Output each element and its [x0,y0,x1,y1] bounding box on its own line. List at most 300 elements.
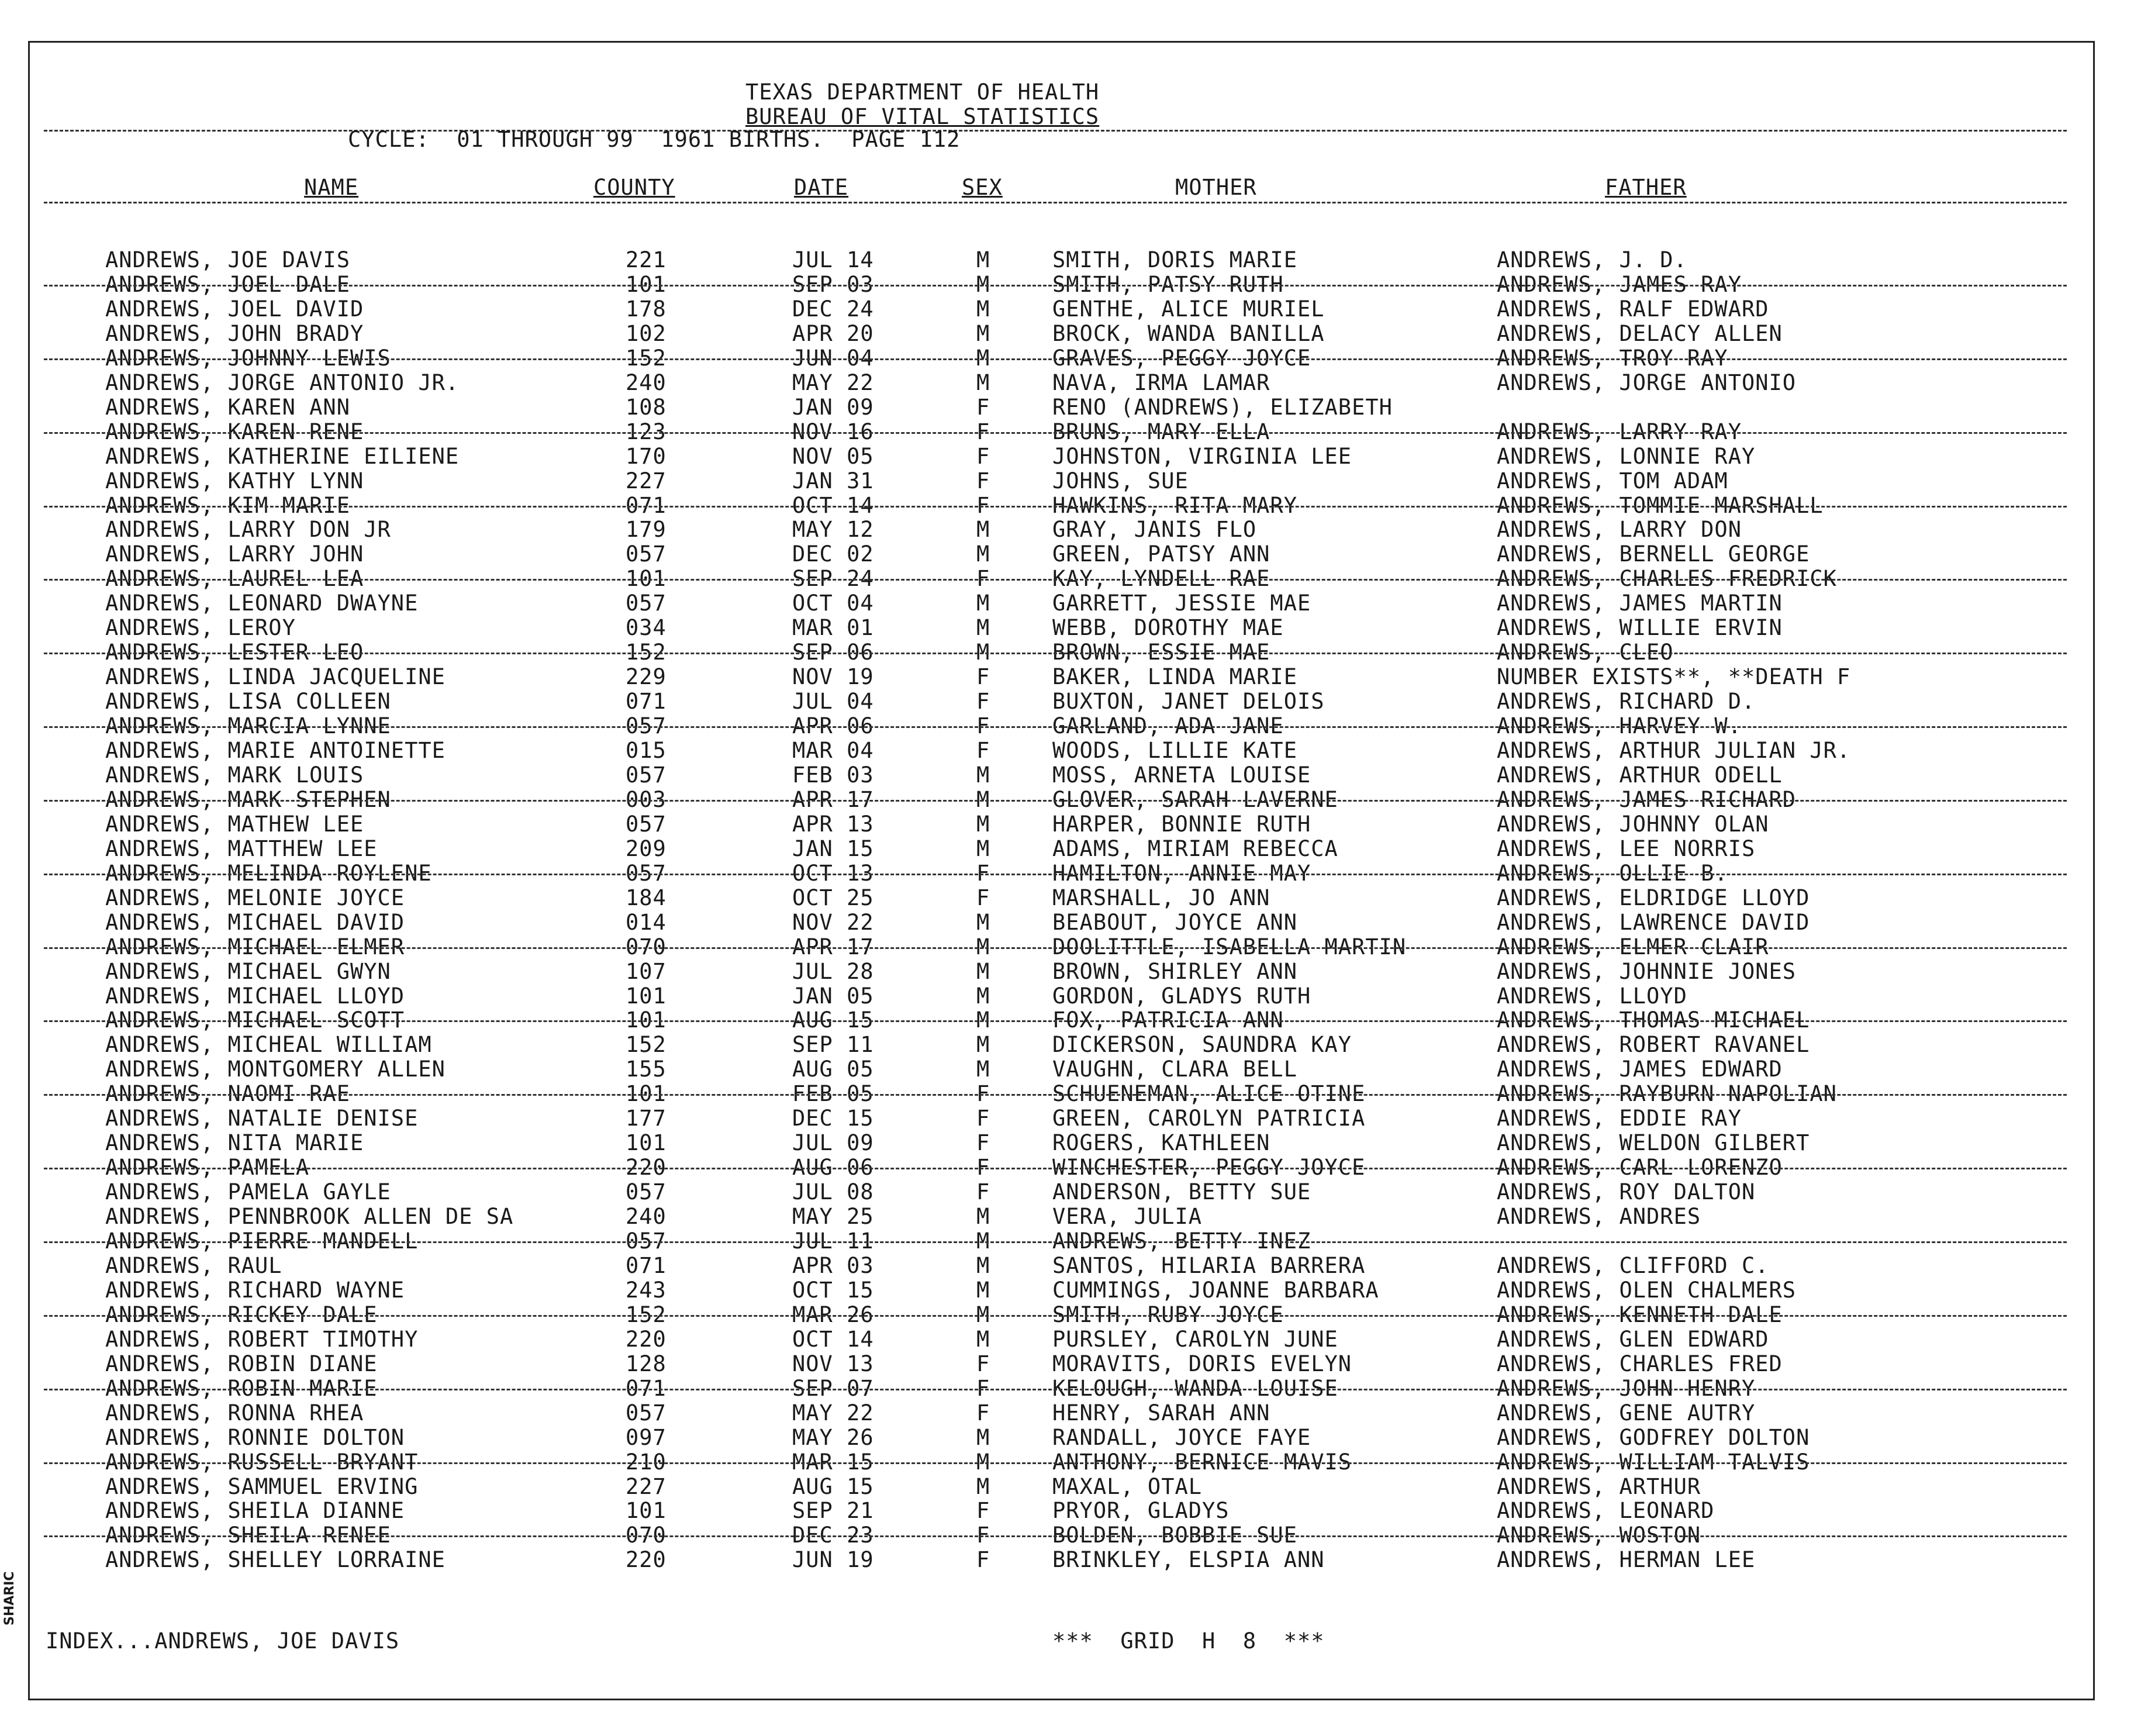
cell-sex: M [976,1252,990,1278]
cell-county: 220 [626,1547,667,1573]
cell-date: AUG 15 [792,1473,874,1499]
cell-father: ANDREWS, WILLIAM TALVIS [1497,1449,1810,1475]
cell-name: ANDREWS, KAREN RENE [105,419,364,444]
cell-name: ANDREWS, RONNA RHEA [105,1400,364,1426]
cell-sex: F [976,689,990,715]
cell-father: ANDREWS, JORGE ANTONIO [1497,370,1797,395]
cell-county: 102 [626,320,667,346]
cell-father: ANDREWS, OLEN CHALMERS [1497,1277,1797,1303]
cell-date: DEC 24 [792,296,874,322]
cell-county: 227 [626,1473,667,1499]
cell-father: ANDREWS, JOHN HENRY [1497,1375,1756,1401]
cell-name: ANDREWS, NITA MARIE [105,1130,364,1156]
cell-date: SEP 03 [792,271,874,297]
cell-mother: FOX, PATRICIA ANN [1052,1007,1284,1033]
cell-name: ANDREWS, RAUL [105,1252,282,1278]
cell-name: ANDREWS, JOEL DAVID [105,296,364,322]
cell-county: 014 [626,909,667,935]
cell-sex: F [976,1547,990,1573]
cell-sex: M [976,320,990,346]
cell-date: DEC 02 [792,541,874,567]
cell-father: ANDREWS, WELDON GILBERT [1497,1130,1810,1156]
cell-mother: GLOVER, SARAH LAVERNE [1052,786,1338,812]
cell-county: 155 [626,1057,667,1082]
cell-father: ANDREWS, TOM ADAM [1497,468,1728,493]
cell-sex: F [976,1523,990,1548]
cell-name: ANDREWS, PIERRE MANDELL [105,1228,419,1254]
cell-name: ANDREWS, JOHN BRADY [105,320,364,346]
cell-sex: M [976,247,990,272]
cell-name: ANDREWS, MICHAEL DAVID [105,909,405,935]
cell-father: ANDREWS, TOMMIE MARSHALL [1497,492,1824,518]
column-header-mother: MOTHER [1175,175,1257,200]
cell-mother: MORAVITS, DORIS EVELYN [1052,1351,1352,1376]
cell-county: 101 [626,1007,667,1033]
cell-county: 108 [626,394,667,420]
cell-date: MAR 15 [792,1449,874,1475]
cell-mother: DICKERSON, SAUNDRA KAY [1052,1032,1352,1058]
cell-mother: GARLAND, ADA JANE [1052,713,1284,739]
cell-father: ANDREWS, THOMAS MICHAEL [1497,1007,1810,1033]
cell-mother: GRAVES, PEGGY JOYCE [1052,345,1311,371]
cell-date: MAR 01 [792,615,874,641]
column-header-divider [44,202,2067,203]
cell-date: MAR 04 [792,738,874,763]
cell-mother: SMITH, RUBY JOYCE [1052,1302,1284,1327]
cell-date: JUL 14 [792,247,874,272]
cell-sex: F [976,1106,990,1131]
column-header-county: COUNTY [593,175,675,200]
row-group-divider [44,358,2067,360]
cell-county: 003 [626,786,667,812]
cell-mother: SANTOS, HILARIA BARRERA [1052,1252,1366,1278]
cell-county: 057 [626,1179,667,1205]
cell-mother: VERA, JULIA [1052,1204,1203,1230]
cell-date: JAN 09 [792,394,874,420]
cell-county: 179 [626,517,667,543]
cell-mother: GRAY, JANIS FLO [1052,517,1257,543]
cell-date: APR 03 [792,1252,874,1278]
row-group-divider [44,1241,2067,1243]
cell-date: SEP 07 [792,1375,874,1401]
cell-mother: DOOLITTLE, ISABELLA MARTIN [1052,934,1407,960]
cell-date: APR 17 [792,934,874,960]
cell-father: ANDREWS, CLEO [1497,640,1674,665]
cell-county: 071 [626,1252,667,1278]
row-group-divider [44,579,2067,581]
cell-father: ANDREWS, ARTHUR [1497,1473,1701,1499]
cell-sex: M [976,591,990,616]
cell-name: ANDREWS, MATHEW LEE [105,811,364,837]
cell-date: FEB 05 [792,1081,874,1107]
cell-father: ANDREWS, LEE NORRIS [1497,836,1756,861]
cell-name: ANDREWS, LEROY [105,615,296,641]
cell-sex: M [976,271,990,297]
cell-county: 057 [626,591,667,616]
cell-sex: M [976,836,990,861]
cell-name: ANDREWS, KATHERINE EILIENE [105,443,460,469]
cell-father: ANDREWS, WOSTON [1497,1523,1701,1548]
cell-sex: F [976,713,990,739]
cell-father: ANDREWS, RICHARD D. [1497,689,1756,715]
cell-date: OCT 25 [792,885,874,910]
footer-grid: *** GRID H 8 *** [1052,1628,1325,1654]
cell-mother: SMITH, DORIS MARIE [1052,247,1297,272]
cell-mother: BAKER, LINDA MARIE [1052,664,1297,690]
cell-date: NOV 19 [792,664,874,690]
cell-father: ANDREWS, CHARLES FREDRICK [1497,566,1837,592]
row-group-divider [44,1389,2067,1390]
cell-sex: F [976,1130,990,1156]
cell-father: ANDREWS, OLLIE B. [1497,860,1728,886]
row-group-divider [44,1462,2067,1464]
cell-sex: F [976,1400,990,1426]
cell-date: MAR 26 [792,1302,874,1327]
cell-name: ANDREWS, MARK STEPHEN [105,786,391,812]
cell-name: ANDREWS, PENNBROOK ALLEN DE SA [105,1204,514,1230]
cell-sex: M [976,762,990,788]
cell-mother: BOLDEN, BOBBIE SUE [1052,1523,1297,1548]
cell-father: ANDREWS, ARTHUR ODELL [1497,762,1783,788]
cell-father: ANDREWS, LLOYD [1497,983,1687,1009]
cell-name: ANDREWS, MICHAEL SCOTT [105,1007,405,1033]
cell-name: ANDREWS, PAMELA GAYLE [105,1179,391,1205]
cell-name: ANDREWS, RICKEY DALE [105,1302,378,1327]
cell-sex: M [976,1473,990,1499]
cell-mother: VAUGHN, CLARA BELL [1052,1057,1297,1082]
cell-sex: M [976,811,990,837]
cell-name: ANDREWS, MARK LOUIS [105,762,364,788]
cell-county: 221 [626,247,667,272]
cell-name: ANDREWS, PAMELA [105,1155,310,1181]
cell-county: 101 [626,1130,667,1156]
cell-county: 240 [626,1204,667,1230]
cell-name: ANDREWS, LARRY JOHN [105,541,364,567]
cell-father: ANDREWS, JAMES RAY [1497,271,1742,297]
cell-county: 128 [626,1351,667,1376]
cell-sex: M [976,1007,990,1033]
cell-date: JUN 19 [792,1547,874,1573]
cell-mother: MAXAL, OTAL [1052,1473,1203,1499]
column-header-sex: SEX [962,175,1003,200]
cell-name: ANDREWS, SHEILA DIANNE [105,1498,405,1524]
cell-mother: BUXTON, JANET DELOIS [1052,689,1325,715]
cell-county: 123 [626,419,667,444]
cell-date: APR 06 [792,713,874,739]
cell-date: JUL 09 [792,1130,874,1156]
cell-sex: M [976,640,990,665]
cell-father: ANDREWS, JOHNNY OLAN [1497,811,1769,837]
cell-name: ANDREWS, MELINDA ROYLENE [105,860,432,886]
cell-sex: F [976,492,990,518]
cell-name: ANDREWS, SHELLEY LORRAINE [105,1547,446,1573]
cell-date: DEC 23 [792,1523,874,1548]
cell-county: 209 [626,836,667,861]
cell-date: APR 20 [792,320,874,346]
cell-mother: GARRETT, JESSIE MAE [1052,591,1311,616]
cell-father: ANDREWS, JAMES MARTIN [1497,591,1783,616]
cell-sex: F [976,468,990,493]
cell-sex: M [976,1032,990,1058]
cell-mother: WOODS, LILLIE KATE [1052,738,1297,763]
cell-date: JUL 04 [792,689,874,715]
cell-mother: BRUNS, MARY ELLA [1052,419,1270,444]
cell-mother: SCHUENEMAN, ALICE OTINE [1052,1081,1366,1107]
cell-county: 229 [626,664,667,690]
cell-father: ANDREWS, LONNIE RAY [1497,443,1756,469]
cell-name: ANDREWS, LISA COLLEEN [105,689,391,715]
cell-date: MAY 25 [792,1204,874,1230]
cell-name: ANDREWS, MONTGOMERY ALLEN [105,1057,446,1082]
cell-sex: F [976,1498,990,1524]
cell-date: OCT 14 [792,492,874,518]
cell-date: NOV 13 [792,1351,874,1376]
cell-county: 034 [626,615,667,641]
cell-sex: F [976,1179,990,1205]
cell-county: 101 [626,1498,667,1524]
cell-mother: ADAMS, MIRIAM REBECCA [1052,836,1338,861]
cell-mother: ANDREWS, BETTY INEZ [1052,1228,1311,1254]
cell-father: NUMBER EXISTS**, **DEATH F [1497,664,1851,690]
cell-name: ANDREWS, JOE DAVIS [105,247,350,272]
cell-mother: WEBB, DOROTHY MAE [1052,615,1284,641]
cell-county: 184 [626,885,667,910]
column-header-name: NAME [304,175,359,200]
cell-date: OCT 15 [792,1277,874,1303]
cell-date: NOV 05 [792,443,874,469]
cell-date: AUG 05 [792,1057,874,1082]
cell-date: AUG 15 [792,1007,874,1033]
cell-father: ANDREWS, RAYBURN NAPOLIAN [1497,1081,1837,1107]
row-group-divider [44,800,2067,802]
cell-sex: F [976,738,990,763]
cell-father: ANDREWS, CLIFFORD C. [1497,1252,1769,1278]
cell-father: ANDREWS, WILLIE ERVIN [1497,615,1783,641]
cell-name: ANDREWS, KAREN ANN [105,394,350,420]
cell-date: AUG 06 [792,1155,874,1181]
cell-county: 057 [626,860,667,886]
cell-date: OCT 13 [792,860,874,886]
cell-father: ANDREWS, ELDRIDGE LLOYD [1497,885,1810,910]
cell-father: ANDREWS, LAWRENCE DAVID [1497,909,1810,935]
cell-county: 097 [626,1424,667,1450]
cell-mother: HAMILTON, ANNIE MAY [1052,860,1311,886]
cell-sex: F [976,419,990,444]
cell-sex: M [976,958,990,984]
cell-date: JUN 04 [792,345,874,371]
cell-name: ANDREWS, MICHAEL GWYN [105,958,391,984]
cell-father: ANDREWS, TROY RAY [1497,345,1728,371]
row-group-divider [44,874,2067,875]
cell-mother: ANDERSON, BETTY SUE [1052,1179,1311,1205]
cell-date: MAY 22 [792,1400,874,1426]
cell-date: APR 13 [792,811,874,837]
cell-county: 107 [626,958,667,984]
cell-date: NOV 16 [792,419,874,444]
row-group-divider [44,1094,2067,1096]
cell-sex: M [976,1057,990,1082]
cell-county: 152 [626,1302,667,1327]
row-group-divider [44,1315,2067,1317]
cell-mother: KELOUGH, WANDA LOUISE [1052,1375,1338,1401]
cell-mother: GENTHE, ALICE MURIEL [1052,296,1325,322]
cell-father: ANDREWS, GODFREY DOLTON [1497,1424,1810,1450]
cell-date: JUL 28 [792,958,874,984]
cell-sex: M [976,615,990,641]
cell-father: ANDREWS, ANDRES [1497,1204,1701,1230]
cell-father: ANDREWS, ELMER CLAIR [1497,934,1769,960]
cell-father: ANDREWS, ROY DALTON [1497,1179,1756,1205]
cell-name: ANDREWS, RUSSELL BRYANT [105,1449,419,1475]
cell-sex: M [976,1326,990,1352]
column-header-father: FATHER [1605,175,1687,200]
cell-mother: ANTHONY, BERNICE MAVIS [1052,1449,1352,1475]
row-group-divider [44,653,2067,654]
cell-sex: M [976,934,990,960]
cell-sex: F [976,1155,990,1181]
cell-name: ANDREWS, MATTHEW LEE [105,836,378,861]
cell-county: 220 [626,1155,667,1181]
cell-date: SEP 21 [792,1498,874,1524]
header-title: TEXAS DEPARTMENT OF HEALTH [745,80,1100,105]
cell-father: ANDREWS, GLEN EDWARD [1497,1326,1769,1352]
cell-name: ANDREWS, LESTER LEO [105,640,364,665]
cell-county: 071 [626,492,667,518]
cell-father: ANDREWS, GENE AUTRY [1497,1400,1756,1426]
cell-father: ANDREWS, LARRY RAY [1497,419,1742,444]
cell-sex: F [976,664,990,690]
cell-date: OCT 14 [792,1326,874,1352]
cell-name: ANDREWS, ROBIN DIANE [105,1351,378,1376]
cell-sex: M [976,370,990,395]
row-group-divider [44,1020,2067,1022]
cell-county: 101 [626,983,667,1009]
cell-mother: PRYOR, GLADYS [1052,1498,1230,1524]
cell-mother: KAY, LYNDELL RAE [1052,566,1270,592]
cell-name: ANDREWS, MICHAEL ELMER [105,934,405,960]
cell-date: NOV 22 [792,909,874,935]
cell-father: ANDREWS, HERMAN LEE [1497,1547,1756,1573]
cell-name: ANDREWS, JOEL DALE [105,271,350,297]
cell-father: ANDREWS, CHARLES FRED [1497,1351,1783,1376]
cell-father: ANDREWS, LEONARD [1497,1498,1715,1524]
cell-sex: F [976,1081,990,1107]
cell-sex: F [976,1351,990,1376]
cell-name: ANDREWS, MARCIA LYNNE [105,713,391,739]
cell-name: ANDREWS, MARIE ANTOINETTE [105,738,446,763]
row-group-divider [44,1168,2067,1169]
cell-sex: F [976,885,990,910]
cell-county: 152 [626,1032,667,1058]
cell-county: 152 [626,345,667,371]
cell-mother: WINCHESTER, PEGGY JOYCE [1052,1155,1366,1181]
cell-county: 070 [626,1523,667,1548]
cell-name: ANDREWS, MICHAEL LLOYD [105,983,405,1009]
row-group-divider [44,1535,2067,1537]
cell-name: ANDREWS, LEONARD DWAYNE [105,591,419,616]
cell-father: ANDREWS, LARRY DON [1497,517,1742,543]
cell-sex: F [976,443,990,469]
cell-father: ANDREWS, JAMES EDWARD [1497,1057,1783,1082]
cell-father: ANDREWS, DELACY ALLEN [1497,320,1783,346]
cell-sex: F [976,1375,990,1401]
cell-county: 057 [626,762,667,788]
cell-father: ANDREWS, KENNETH DALE [1497,1302,1783,1327]
cell-father: ANDREWS, ARTHUR JULIAN JR. [1497,738,1851,763]
cell-county: 101 [626,566,667,592]
cell-mother: BROWN, ESSIE MAE [1052,640,1270,665]
cell-date: MAY 26 [792,1424,874,1450]
cell-sex: M [976,909,990,935]
cell-father: ANDREWS, JAMES RICHARD [1497,786,1797,812]
cell-county: 178 [626,296,667,322]
cell-sex: M [976,296,990,322]
cell-county: 057 [626,541,667,567]
cell-father: ANDREWS, J. D. [1497,247,1687,272]
cell-sex: F [976,566,990,592]
cell-county: 177 [626,1106,667,1131]
cell-name: ANDREWS, ROBERT TIMOTHY [105,1326,419,1352]
cell-mother: RENO (ANDREWS), ELIZABETH [1052,394,1393,420]
cell-sex: M [976,1449,990,1475]
cell-mother: ROGERS, KATHLEEN [1052,1130,1270,1156]
cell-date: MAY 12 [792,517,874,543]
cell-county: 057 [626,1228,667,1254]
cell-name: ANDREWS, ROBIN MARIE [105,1375,378,1401]
cell-mother: BEABOUT, JOYCE ANN [1052,909,1297,935]
cell-father: ANDREWS, ROBERT RAVANEL [1497,1032,1810,1058]
row-group-divider [44,726,2067,728]
cell-mother: NAVA, IRMA LAMAR [1052,370,1270,395]
cell-county: 057 [626,811,667,837]
cell-date: JAN 31 [792,468,874,493]
cell-mother: BRINKLEY, ELSPIA ANN [1052,1547,1325,1573]
row-group-divider [44,947,2067,949]
cell-date: JAN 05 [792,983,874,1009]
cell-county: 220 [626,1326,667,1352]
cell-name: ANDREWS, RICHARD WAYNE [105,1277,405,1303]
cell-name: ANDREWS, LINDA JACQUELINE [105,664,446,690]
row-group-divider [44,432,2067,434]
cell-mother: BROWN, SHIRLEY ANN [1052,958,1297,984]
cell-county: 152 [626,640,667,665]
footer-index: INDEX...ANDREWS, JOE DAVIS [46,1628,400,1654]
cell-father: ANDREWS, CARL LORENZO [1497,1155,1783,1181]
cell-name: ANDREWS, KATHY LYNN [105,468,364,493]
cell-sex: M [976,786,990,812]
cell-sex: M [976,541,990,567]
cell-mother: HARPER, BONNIE RUTH [1052,811,1311,837]
cell-date: DEC 15 [792,1106,874,1131]
cell-name: ANDREWS, LARRY DON JR [105,517,391,543]
cell-date: JAN 15 [792,836,874,861]
cell-date: SEP 06 [792,640,874,665]
cell-county: 210 [626,1449,667,1475]
cell-name: ANDREWS, RONNIE DOLTON [105,1424,405,1450]
cell-name: ANDREWS, KIM MARIE [105,492,350,518]
cell-mother: HAWKINS, RITA MARY [1052,492,1297,518]
header-divider [44,130,2067,132]
cell-date: SEP 11 [792,1032,874,1058]
cell-mother: HENRY, SARAH ANN [1052,1400,1270,1426]
cell-county: 243 [626,1277,667,1303]
cell-sex: M [976,983,990,1009]
cell-county: 101 [626,271,667,297]
cell-name: ANDREWS, JOHNNY LEWIS [105,345,391,371]
cell-name: ANDREWS, LAUREL LEA [105,566,364,592]
column-header-date: DATE [794,175,849,200]
cell-name: ANDREWS, SHEILA RENEE [105,1523,391,1548]
